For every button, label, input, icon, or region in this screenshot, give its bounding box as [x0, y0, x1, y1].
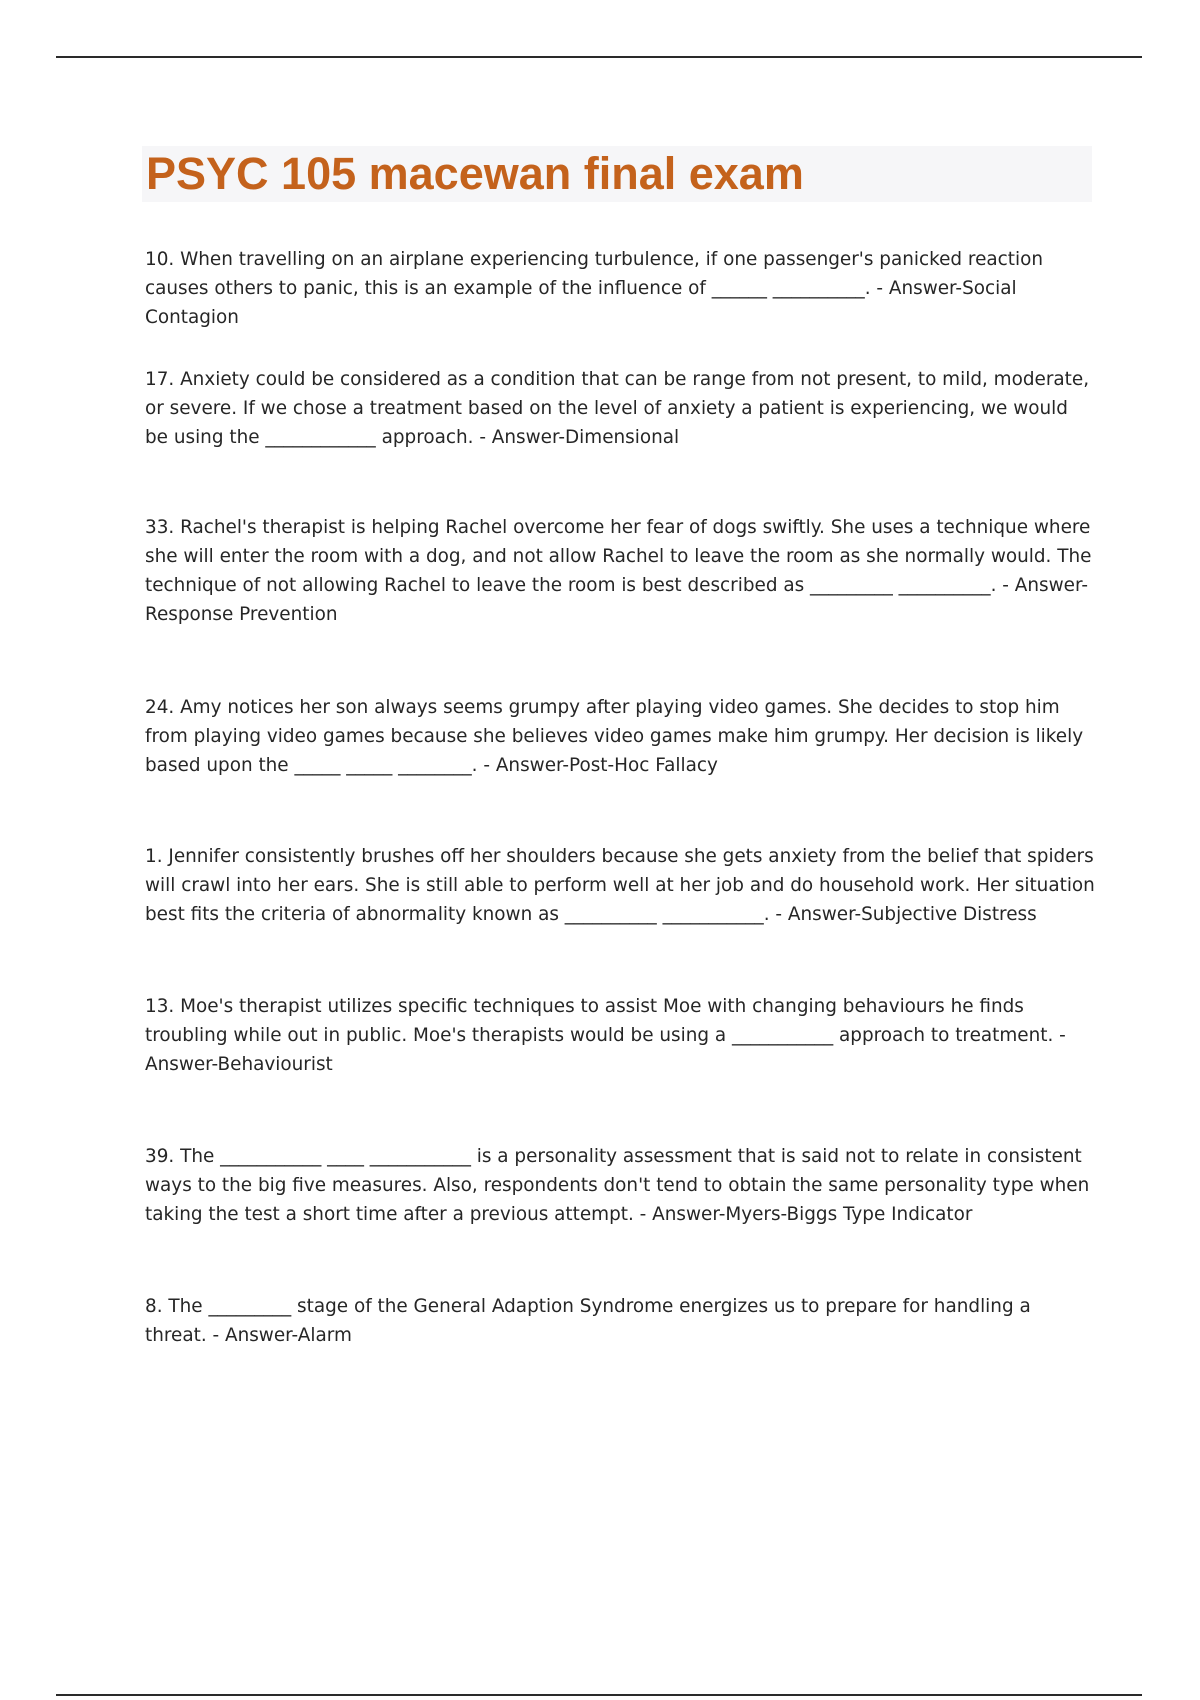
question-24: 24. Amy notices her son always seems grumpy after playing video games. She decides to stop him from playing video games because she believes video games make him grumpy. Her decision is likely based upon the _____ _____ ________. - Answer-Post-Hoc Fallacy	[145, 697, 1084, 776]
question-33: 33. Rachel's therapist is helping Rachel overcome her fear of dogs swiftly. She uses a technique where she will enter the room with a dog, and not allow Rachel to leave the room as she normally would. The technique of not allowing Rachel to leave the room is best described as _________ __________. - Answer-Response Prevention	[145, 517, 1092, 625]
question-8: 8. The _________ stage of the General Adaption Syndrome energizes us to prepare for handling a threat. - Answer-Alarm	[145, 1296, 1031, 1346]
question-1: 1. Jennifer consistently brushes off her shoulders because she gets anxiety from the belief that spiders will crawl into her ears. She is still able to perform well at her job and do household work. Her situation best fits the criteria of abnormality known as __________ ___________. - Answer-Subjective Distress	[145, 846, 1095, 925]
question-13: 13. Moe's therapist utilizes specific techniques to assist Moe with changing behaviours he finds troubling while out in public. Moe's therapists would be using a ___________ approach to treatment. - Answer-Behaviourist	[145, 996, 1066, 1075]
question-10: 10. When travelling on an airplane experiencing turbulence, if one passenger's panicked reaction causes others to panic, this is an example of the influence of ______ __________. - Answer-Social Contagion	[145, 249, 1044, 328]
question-17: 17. Anxiety could be considered as a condition that can be range from not present, to mild, moderate, or severe. If we chose a treatment based on the level of anxiety a patient is experiencing, we would be using the ____________ approach. - Answer-Dimensional	[145, 369, 1090, 448]
bottom-divider	[56, 1694, 1142, 1696]
question-39: 39. The ___________ ____ ___________ is a personality assessment that is said not to relate in consistent ways to the big five measures. Also, respondents don't tend to obtain the same personality type when taking the test a short time after a previous attempt. - Answer-Myers-Biggs Type Indicator	[145, 1146, 1090, 1225]
document-title: PSYC 105 macewan final exam	[146, 148, 804, 199]
top-divider	[56, 56, 1142, 58]
